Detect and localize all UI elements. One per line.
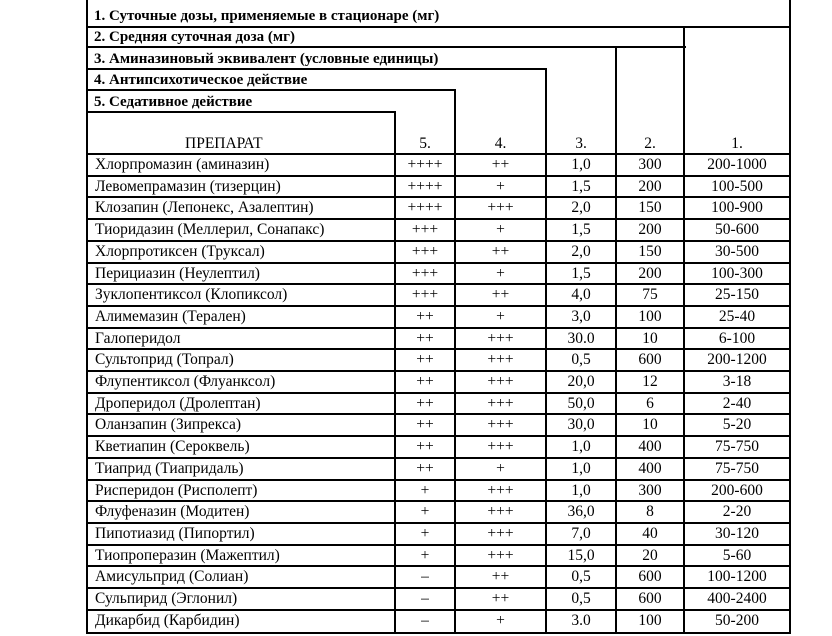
row-rule <box>86 283 791 285</box>
header-rule-4 <box>86 89 456 91</box>
row-rule <box>86 327 791 329</box>
drug-name-cell: Сульпирид (Эглонил) <box>95 590 238 607</box>
value-cell-c1: 25-40 <box>718 308 756 325</box>
header-rule-5 <box>86 111 394 113</box>
row-rule <box>86 153 791 155</box>
value-cell-c1: 25-150 <box>715 286 759 303</box>
value-cell-c4: + <box>496 265 505 282</box>
value-cell-c4: ++ <box>491 243 510 260</box>
value-cell-c1: 6-100 <box>718 330 756 347</box>
drug-name-cell: Галоперидол <box>95 330 181 347</box>
value-cell-c1: 3-18 <box>722 373 752 390</box>
row-rule <box>86 479 791 481</box>
value-cell-c3: 3.0 <box>571 612 591 629</box>
drug-name-cell: Сультоприд (Топрал) <box>95 351 234 368</box>
value-cell-c4: ++ <box>491 156 510 173</box>
value-cell-c5: +++ <box>411 265 439 282</box>
value-cell-c2: 75 <box>642 286 658 303</box>
value-cell-c2: 200 <box>638 221 662 238</box>
value-cell-c4: + <box>496 460 505 477</box>
value-cell-c5: +++ <box>411 286 439 303</box>
row-rule <box>86 370 791 372</box>
value-cell-c4: +++ <box>487 482 514 499</box>
value-cell-c2: 10 <box>642 330 658 347</box>
value-cell-c5: ++ <box>416 438 434 455</box>
drug-name-cell: Флупентиксол (Флуанксол) <box>95 373 276 390</box>
drug-name-cell: Оланзапин (Зипрекса) <box>95 416 242 433</box>
column-heading-drug: ПРЕПАРАТ <box>185 135 263 152</box>
value-cell-c1: 100-300 <box>711 265 763 282</box>
value-cell-c4: ++ <box>491 568 510 585</box>
value-cell-c4: + <box>496 221 505 238</box>
header-item-3: 3. Аминазиновый эквивалент (условные единицы) <box>94 51 439 67</box>
value-cell-c4: +++ <box>487 351 514 368</box>
value-cell-c2: 300 <box>638 156 662 173</box>
value-cell-c4: + <box>496 178 505 195</box>
header-item-1: 1. Суточные дозы, применяемые в стационаре (мг) <box>94 8 440 24</box>
value-cell-c2: 10 <box>642 416 658 433</box>
value-cell-c2: 300 <box>638 482 662 499</box>
header-item-4: 4. Антипсихотическое действие <box>94 72 308 88</box>
value-cell-c5: ++ <box>416 308 434 325</box>
row-rule <box>86 262 791 264</box>
row-rule <box>86 500 791 502</box>
value-cell-c3: 15,0 <box>567 547 595 564</box>
value-cell-c3: 36,0 <box>567 503 595 520</box>
header-item-5: 5. Седативное действие <box>94 94 253 110</box>
value-cell-c3: 1,5 <box>571 178 591 195</box>
value-cell-c2: 600 <box>638 590 662 607</box>
value-cell-c1: 200-1000 <box>707 156 767 173</box>
drug-name-cell: Тиоридазин (Меллерил, Сонапакс) <box>95 221 325 238</box>
value-cell-c2: 400 <box>638 438 662 455</box>
value-cell-c1: 100-1200 <box>707 568 767 585</box>
value-cell-c3: 50,0 <box>567 395 595 412</box>
value-cell-c2: 150 <box>638 199 662 216</box>
value-cell-c5: ++ <box>416 416 434 433</box>
value-cell-c5: ++++ <box>407 178 443 195</box>
value-cell-c4: +++ <box>487 330 514 347</box>
row-rule <box>86 218 791 220</box>
value-cell-c4: +++ <box>487 373 514 390</box>
value-cell-c1: 400-2400 <box>707 590 767 607</box>
row-rule <box>86 544 791 546</box>
drug-name-cell: Дроперидол (Дролептан) <box>95 395 261 412</box>
header-rule-2 <box>86 46 686 48</box>
value-cell-c3: 2,0 <box>571 199 591 216</box>
drug-name-cell: Хлорпротиксен (Труксал) <box>95 243 265 260</box>
drug-name-cell: Клозапин (Лепонекс, Азалептин) <box>95 199 314 216</box>
value-cell-c2: 8 <box>646 503 654 520</box>
value-cell-c3: 3,0 <box>571 308 591 325</box>
value-cell-c5: + <box>420 482 430 499</box>
drug-name-cell: Рисперидон (Рисполепт) <box>95 482 258 499</box>
value-cell-c5: + <box>420 547 430 564</box>
drug-name-cell: Хлорпромазин (аминазин) <box>95 156 270 173</box>
row-rule <box>86 392 791 394</box>
drug-name-cell: Алимемазин (Терален) <box>95 308 246 325</box>
value-cell-c1: 30-500 <box>715 243 759 260</box>
value-cell-c3: 1,5 <box>571 221 591 238</box>
value-cell-c1: 100-500 <box>711 178 763 195</box>
drug-name-cell: Пипотиазид (Пипортил) <box>95 525 255 542</box>
value-cell-c5: ++ <box>416 460 434 477</box>
value-cell-c4: +++ <box>487 395 514 412</box>
value-cell-c2: 200 <box>638 178 662 195</box>
row-rule <box>86 305 791 307</box>
value-cell-c4: + <box>496 612 505 629</box>
value-cell-c4: +++ <box>487 199 514 216</box>
row-rule <box>86 175 791 177</box>
value-cell-c4: + <box>496 308 505 325</box>
value-cell-c3: 20,0 <box>567 373 595 390</box>
value-cell-c1: 2-40 <box>722 395 752 412</box>
drug-name-cell: Кветиапин (Сероквель) <box>95 438 250 455</box>
header-item-2: 2. Средняя суточная доза (мг) <box>94 29 295 45</box>
value-cell-c3: 0,5 <box>571 568 591 585</box>
value-cell-c3: 1,5 <box>571 265 591 282</box>
column-heading-2: 2. <box>644 135 656 152</box>
value-cell-c1: 200-600 <box>711 482 763 499</box>
value-cell-c3: 4,0 <box>571 286 591 303</box>
value-cell-c5: +++ <box>411 221 439 238</box>
row-rule <box>86 413 791 415</box>
value-cell-c1: 2-20 <box>722 503 752 520</box>
drug-name-cell: Зуклопентиксол (Клопиксол) <box>95 286 288 303</box>
value-cell-c2: 200 <box>638 265 662 282</box>
value-cell-c5: + <box>420 525 430 542</box>
value-cell-c5: ++++ <box>407 156 443 173</box>
value-cell-c1: 75-750 <box>715 438 759 455</box>
value-cell-c3: 30,0 <box>567 416 595 433</box>
value-cell-c2: 100 <box>638 308 662 325</box>
value-cell-c4: +++ <box>487 525 514 542</box>
value-cell-c3: 1,0 <box>571 156 591 173</box>
value-cell-c5: ++++ <box>407 199 443 216</box>
drug-name-cell: Тиаприд (Тиапридаль) <box>95 460 244 477</box>
value-cell-c2: 600 <box>638 351 662 368</box>
value-cell-c2: 40 <box>642 525 658 542</box>
row-rule <box>86 435 791 437</box>
value-cell-c1: 30-120 <box>715 525 759 542</box>
value-cell-c2: 600 <box>638 568 662 585</box>
drug-name-cell: Тиопроперазин (Мажептил) <box>95 547 280 564</box>
value-cell-c1: 100-900 <box>711 199 763 216</box>
value-cell-c2: 12 <box>642 373 658 390</box>
value-cell-c5: ++ <box>416 351 434 368</box>
value-cell-c4: +++ <box>487 547 514 564</box>
value-cell-c4: ++ <box>491 286 510 303</box>
row-rule <box>86 348 791 350</box>
value-cell-c4: +++ <box>487 416 514 433</box>
value-cell-c4: ++ <box>491 590 510 607</box>
value-cell-c1: 50-200 <box>715 612 759 629</box>
value-cell-c2: 400 <box>638 460 662 477</box>
row-rule <box>86 587 791 589</box>
value-cell-c2: 20 <box>642 547 658 564</box>
row-rule <box>86 565 791 567</box>
value-cell-c5: ++ <box>416 373 434 390</box>
value-cell-c3: 1,0 <box>571 460 591 477</box>
value-cell-c5: ++ <box>416 395 434 412</box>
value-cell-c4: +++ <box>487 503 514 520</box>
value-cell-c2: 150 <box>638 243 662 260</box>
drug-name-cell: Амисульприд (Солиан) <box>95 568 249 585</box>
value-cell-c3: 1,0 <box>571 482 591 499</box>
row-rule <box>86 196 791 198</box>
value-cell-c3: 0,5 <box>571 351 591 368</box>
value-cell-c1: 75-750 <box>715 460 759 477</box>
value-cell-c1: 50-600 <box>715 221 759 238</box>
drug-name-cell: Дикарбид (Карбидин) <box>95 612 240 629</box>
value-cell-c3: 7,0 <box>571 525 591 542</box>
value-cell-c5: – <box>421 612 429 629</box>
value-cell-c3: 2,0 <box>571 243 591 260</box>
column-heading-3: 3. <box>575 135 587 152</box>
drug-name-cell: Левомепрамазин (тизерцин) <box>95 178 281 195</box>
value-cell-c1: 5-60 <box>722 547 752 564</box>
drug-name-cell: Перициазин (Неулептил) <box>95 265 260 282</box>
value-cell-c5: – <box>421 590 429 607</box>
value-cell-c5: ++ <box>416 330 434 347</box>
header-rule-3 <box>86 68 547 70</box>
value-cell-c1: 5-20 <box>722 416 752 433</box>
value-cell-c2: 6 <box>646 395 654 412</box>
column-heading-1: 1. <box>731 135 743 152</box>
column-heading-5: 5. <box>419 135 431 152</box>
row-rule <box>86 240 791 242</box>
value-cell-c3: 30.0 <box>567 330 595 347</box>
value-cell-c1: 200-1200 <box>707 351 767 368</box>
value-cell-c5: – <box>421 568 429 585</box>
column-heading-4: 4. <box>494 135 507 152</box>
value-cell-c5: + <box>420 503 430 520</box>
value-cell-c4: +++ <box>487 438 514 455</box>
value-cell-c5: +++ <box>411 243 439 260</box>
value-cell-c2: 100 <box>638 612 662 629</box>
value-cell-c3: 1,0 <box>571 438 591 455</box>
row-rule <box>86 457 791 459</box>
row-rule <box>86 609 791 611</box>
row-rule <box>86 522 791 524</box>
drug-name-cell: Флуфеназин (Модитен) <box>95 503 250 520</box>
value-cell-c3: 0,5 <box>571 590 591 607</box>
